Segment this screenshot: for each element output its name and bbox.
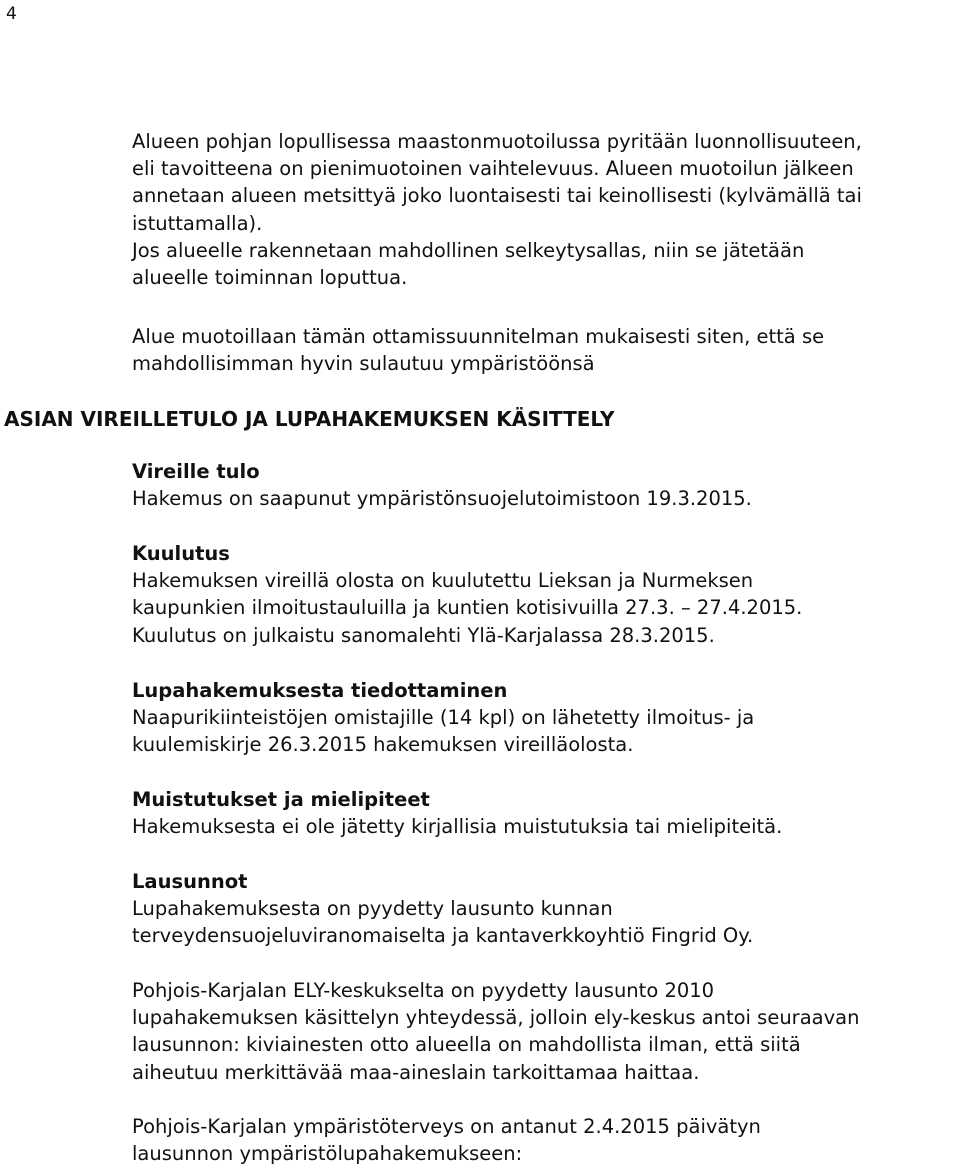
text-line: Naapurikiinteistöjen omistajille (14 kpl) on lähetetty ilmoitus- ja	[132, 706, 755, 730]
text-line: Kuulutus on julkaistu sanomalehti Ylä-Karjalassa 28.3.2015.	[132, 623, 715, 647]
text-line: lupahakemuksen käsittelyn yhteydessä, jolloin ely-keskus antoi seuraavan	[132, 1006, 860, 1030]
lausunto-ely-paragraph	[132, 977, 958, 1086]
subsection-muistutukset	[132, 786, 958, 840]
text-line: lausunnon ympäristölupahakemukseen:	[132, 1142, 523, 1166]
lausunto-ymparistoterveys-paragraph	[132, 1113, 958, 1167]
text-line: kaupunkien ilmoitustauluilla ja kuntien kotisivuilla 27.3. – 27.4.2015.	[132, 596, 803, 620]
subsection-heading: Muistutukset ja mielipiteet	[132, 788, 430, 811]
text-line: alueelle toiminnan loputtua.	[132, 266, 408, 290]
text-line: Pohjois-Karjalan ELY-keskukselta on pyydetty lausunto 2010	[132, 979, 715, 1002]
text-line: Hakemuksen vireillä olosta on kuulutettu Lieksan ja Nurmeksen	[132, 569, 754, 593]
text-line: aiheutuu merkittävää maa-aineslain tarkoittamaa haittaa.	[132, 1060, 700, 1084]
text-line: istuttamalla).	[132, 211, 263, 235]
text-line: kuulemiskirje 26.3.2015 hakemuksen vireilläolosta.	[132, 733, 634, 757]
text-line: Lupahakemuksesta on pyydetty lausunto kunnan	[132, 897, 613, 921]
subsection-heading: Lausunnot	[132, 870, 248, 893]
page-number: 4	[6, 4, 17, 24]
subsection-heading: Lupahakemuksesta tiedottaminen	[132, 679, 508, 702]
text-line: lausunnon: kiviainesten otto alueella on mahdollista ilman, että siitä	[132, 1033, 801, 1057]
text-line: mahdollisimman hyvin sulautuu ympäristöönsä	[132, 352, 595, 376]
text-line: Pohjois-Karjalan ympäristöterveys on antanut 2.4.2015 päivätyn	[132, 1115, 761, 1138]
subsection-heading: Kuulutus	[132, 542, 230, 565]
text-line: Hakemuksesta ei ole jätetty kirjallisia muistutuksia tai mielipiteitä.	[132, 815, 783, 839]
subsection-vireille-tulo	[132, 458, 958, 512]
text-line: Alueen pohjan lopullisessa maastonmuotoilussa pyritään luonnollisuuteen,	[132, 130, 862, 153]
subsection-tiedottaminen	[132, 677, 958, 759]
subsection-lausunnot	[132, 868, 958, 950]
text-line: eli tavoitteena on pienimuotoinen vaihtelevuus. Alueen muotoilun jälkeen	[132, 157, 854, 181]
text-line: Alue muotoillaan tämän ottamissuunnitelman mukaisesti siten, että se	[132, 325, 825, 348]
text-line: Jos alueelle rakennetaan mahdollinen selkeytysallas, niin se jätetään	[132, 238, 805, 262]
text-line: terveydensuojeluviranomaiselta ja kantaverkkoyhtiö Fingrid Oy.	[132, 924, 754, 948]
text-line: Hakemus on saapunut ympäristönsuojelutoimistoon 19.3.2015.	[132, 487, 752, 511]
subsection-kuulutus	[132, 540, 958, 649]
subsection-heading: Vireille tulo	[132, 460, 260, 483]
intro-paragraph-1	[132, 128, 958, 291]
text-line: annetaan alueen metsittyä joko luontaisesti tai keinollisesti (kylvämällä tai	[132, 184, 862, 208]
intro-paragraph-2	[132, 323, 958, 377]
section-heading: ASIAN VIREILLETULO JA LUPAHAKEMUKSEN KÄSITTELY	[4, 407, 615, 431]
